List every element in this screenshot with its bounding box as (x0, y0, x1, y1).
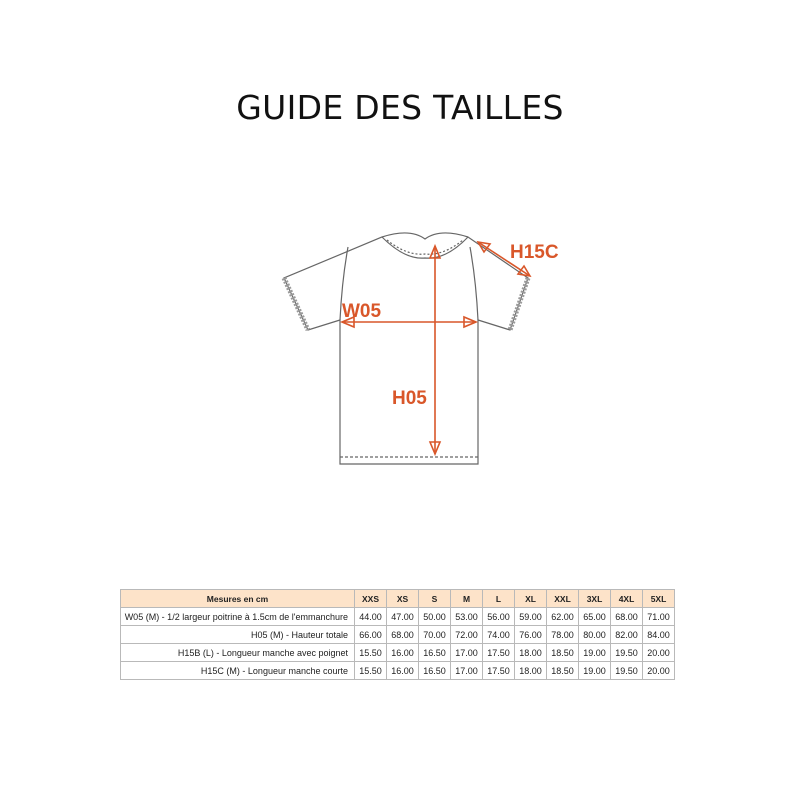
table-cell: 19.00 (579, 662, 611, 680)
table-cell: 74.00 (483, 626, 515, 644)
table-cell: 80.00 (579, 626, 611, 644)
table-cell: 62.00 (547, 608, 579, 626)
w05-label: W05 (342, 301, 382, 322)
table-cell: 15.50 (355, 662, 387, 680)
table-cell: 68.00 (611, 608, 643, 626)
table-header-row (121, 590, 675, 608)
h05-label: H05 (392, 388, 427, 409)
row-label: H05 (M) - Hauteur totale (121, 626, 355, 644)
header-size-xxs: XXS (355, 590, 387, 608)
table-cell: 82.00 (611, 626, 643, 644)
table-cell: 17.50 (483, 662, 515, 680)
table-cell: 19.50 (611, 662, 643, 680)
table-cell: 66.00 (355, 626, 387, 644)
header-size-5xl: 5XL (643, 590, 675, 608)
page-title: GUIDE DES TAILLES (236, 88, 564, 127)
header-size-3xl: 3XL (579, 590, 611, 608)
table-cell: 44.00 (355, 608, 387, 626)
table-row (121, 644, 675, 662)
table-row (121, 626, 675, 644)
table-cell: 56.00 (483, 608, 515, 626)
table-row (121, 608, 675, 626)
header-measures-label: Mesures en cm (121, 590, 355, 608)
table-cell: 16.00 (387, 662, 419, 680)
size-table (120, 589, 675, 680)
row-label: H15C (M) - Longueur manche courte (121, 662, 355, 680)
table-cell: 17.50 (483, 644, 515, 662)
table-cell: 20.00 (643, 644, 675, 662)
table-cell: 59.00 (515, 608, 547, 626)
table-cell: 18.50 (547, 644, 579, 662)
table-cell: 20.00 (643, 662, 675, 680)
table-cell: 19.00 (579, 644, 611, 662)
table-cell: 53.00 (451, 608, 483, 626)
tshirt-outline (284, 233, 528, 464)
table-cell: 16.50 (419, 662, 451, 680)
table-cell: 19.50 (611, 644, 643, 662)
table-cell: 16.00 (387, 644, 419, 662)
table-cell: 68.00 (387, 626, 419, 644)
table-cell: 18.00 (515, 662, 547, 680)
table-cell: 72.00 (451, 626, 483, 644)
row-label: W05 (M) - 1/2 largeur poitrine à 1.5cm de l'emmanchure (121, 608, 355, 626)
table-cell: 84.00 (643, 626, 675, 644)
table-cell: 18.00 (515, 644, 547, 662)
table-cell: 17.00 (451, 662, 483, 680)
header-size-xxl: XXL (547, 590, 579, 608)
header-size-4xl: 4XL (611, 590, 643, 608)
table-cell: 76.00 (515, 626, 547, 644)
table-cell: 50.00 (419, 608, 451, 626)
header-size-l: L (483, 590, 515, 608)
table-cell: 16.50 (419, 644, 451, 662)
header-size-s: S (419, 590, 451, 608)
table-cell: 18.50 (547, 662, 579, 680)
row-label: H15B (L) - Longueur manche avec poignet (121, 644, 355, 662)
table-cell: 78.00 (547, 626, 579, 644)
table-row (121, 662, 675, 680)
table-cell: 65.00 (579, 608, 611, 626)
table-cell: 47.00 (387, 608, 419, 626)
table-cell: 70.00 (419, 626, 451, 644)
header-size-m: M (451, 590, 483, 608)
table-cell: 71.00 (643, 608, 675, 626)
header-size-xl: XL (515, 590, 547, 608)
table-cell: 17.00 (451, 644, 483, 662)
tshirt-diagram (270, 220, 580, 480)
table-cell: 15.50 (355, 644, 387, 662)
header-size-xs: XS (387, 590, 419, 608)
h15c-label: H15C (510, 242, 559, 263)
